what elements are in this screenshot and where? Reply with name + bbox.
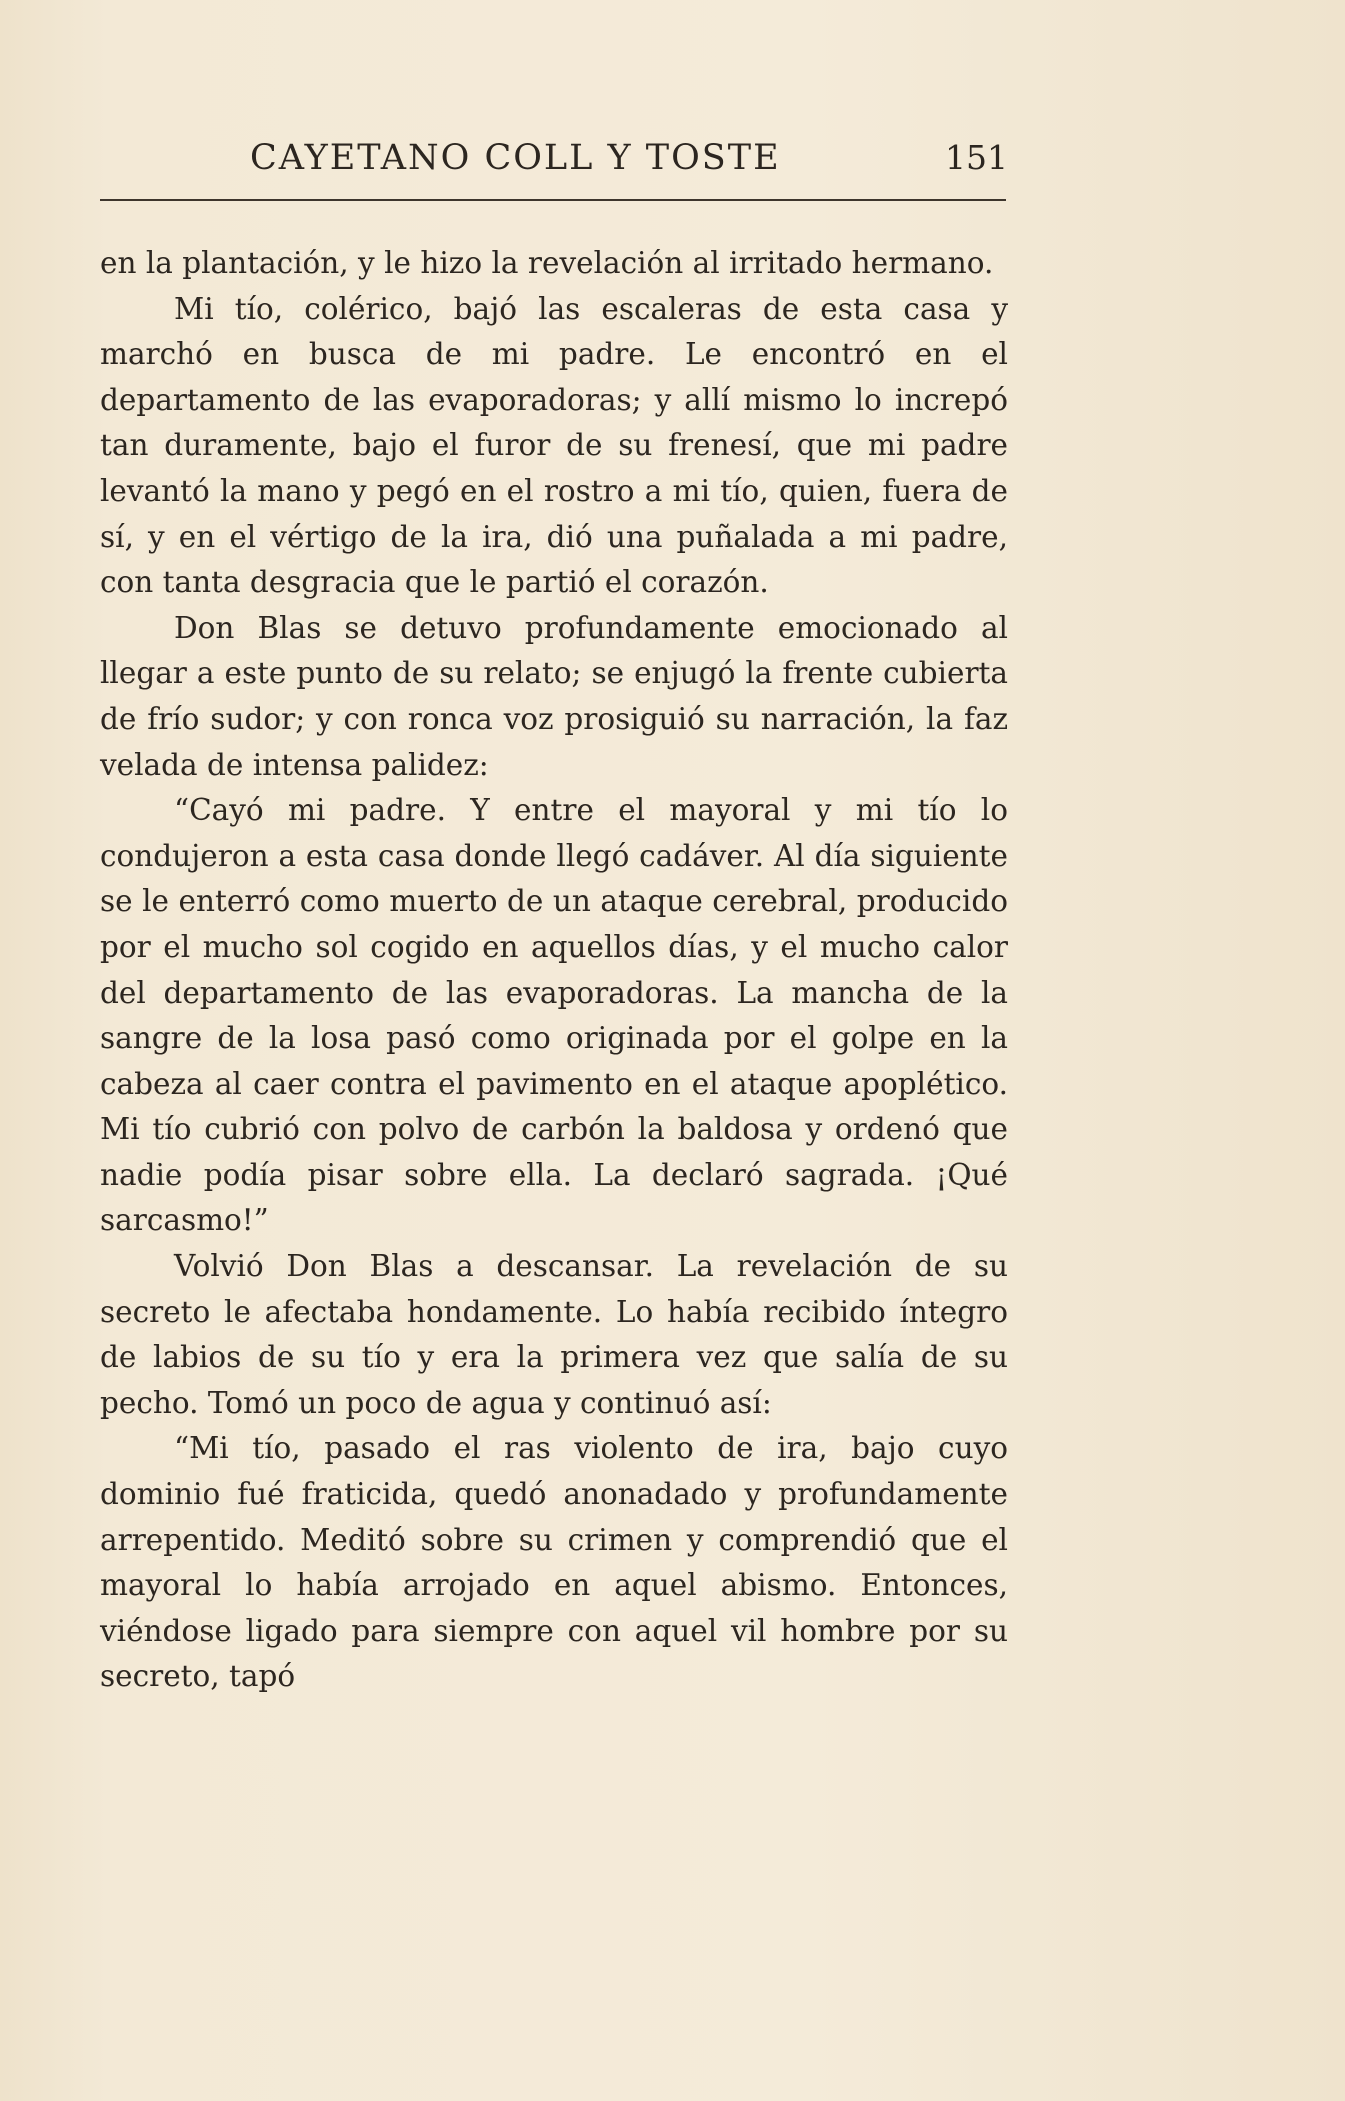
header-rule	[100, 199, 1006, 201]
paragraph-5: Volvió Don Blas a descansar. La revelación de su secreto le afectaba hondamente. Lo había recibido íntegro de labios de su tío y era la primera vez que salía de su pecho. Tomó un poco de agua y continuó así:	[100, 1249, 1008, 1420]
paragraph-2: Mi tío, colérico, bajó las escaleras de esta casa y marchó en busca de mi padre. Le encontró en el departamento de las evaporadoras; y allí mismo lo increpó tan duramente, bajo el furor de su frenesí, que mi padre levantó la mano y pegó en el rostro a mi tío, quien, fuera de sí, y en el vértigo de la ira, dió una puñalada a mi padre, con tanta desgracia que le partió el corazón.	[100, 291, 1008, 600]
page-number: 151	[945, 138, 1008, 177]
paragraph-6: “Mi tío, pasado el ras violento de ira, bajo cuyo dominio fué fraticida, quedó anonadado y profundamente arrepentido. Meditó sobre su crimen y comprendió que el mayoral lo había arrojado en aquel abismo. Entonces, viéndose ligado para siempre con aquel vil hombre por su secreto, tapó	[100, 1431, 1008, 1694]
running-head: CAYETANO COLL Y TOSTE	[250, 138, 781, 178]
paragraph-3: Don Blas se detuvo profundamente emocionado al llegar a este punto de su relato; se enjugó la frente cubierta de frío sudor; y con ronca voz prosiguió su narración, la faz velada de intensa palidez:	[100, 610, 1008, 782]
paragraph-4: “Cayó mi padre. Y entre el mayoral y mi tío lo condujeron a esta casa donde llegó cadáver. Al día siguiente se le enterró como muerto de un ataque cerebral, producido por el mucho sol cogido en aquellos días, y el mucho calor del departamento de las evaporadoras. La mancha de la sangre de la losa pasó como originada por el golpe en la cabeza al caer contra el pavimento en el ataque apoplético. Mi tío cubrió con polvo de carbón la baldosa y ordenó que nadie podía pisar sobre ella. La declaró sagrada. ¡Qué sarcasmo!”	[100, 793, 1008, 1238]
page-header	[100, 138, 1008, 188]
paragraph-1: en la plantación, y le hizo la revelación al irritado hermano.	[100, 246, 994, 280]
body-text	[100, 241, 1008, 1700]
